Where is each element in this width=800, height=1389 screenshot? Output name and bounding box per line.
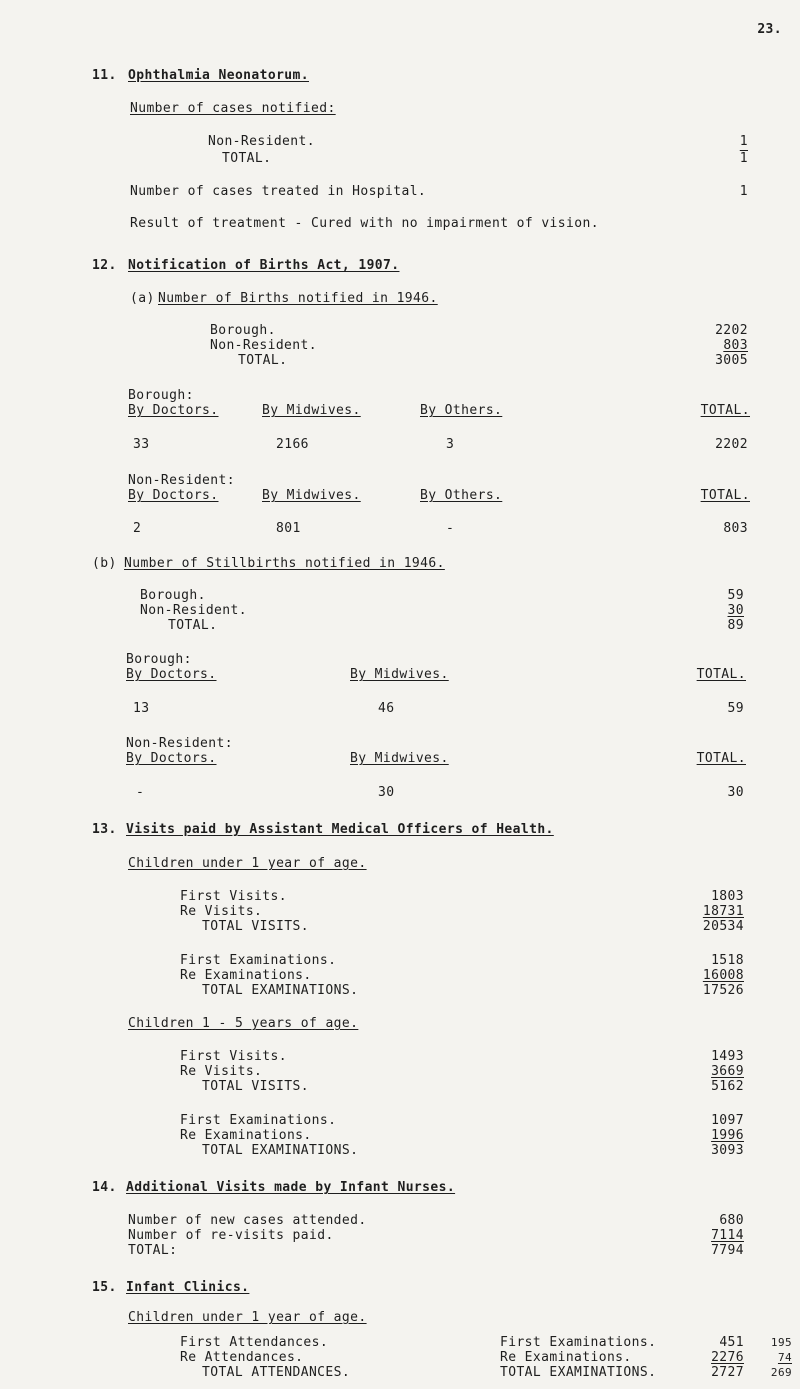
s12a-nonres-head: Non-Resident: (128, 473, 235, 488)
section-14-title: Additional Visits made by Infant Nurses. (126, 1180, 456, 1195)
s13-g1-re-exam-value: 16008 (702, 968, 744, 983)
s11-result: Result of treatment - Cured with no impairment of vision. (130, 216, 599, 231)
s15-total-att-value: 2727 (711, 1365, 744, 1380)
s12a-b-total: 2202 (715, 437, 748, 452)
s12a-b-doctors-head: By Doctors. (128, 403, 219, 418)
s13-g1-total-visits-value: 20534 (702, 919, 744, 934)
s13-g1-first-visits-value: 1803 (711, 889, 744, 904)
s12a-nonres-value: 803 (723, 338, 748, 353)
s13-g2-re-visits-label: Re Visits. (180, 1064, 263, 1079)
s12a-b-midwives-head: By Midwives. (262, 403, 361, 418)
s13-g2-total-exam-value: 3093 (711, 1143, 744, 1158)
s12a-b-others: 3 (446, 437, 455, 452)
s12b-n-total-head: TOTAL. (696, 751, 746, 766)
s12b-total-value: 89 (727, 618, 744, 633)
s12b-n-doctors-head: By Doctors. (126, 751, 217, 766)
s12b-nonres-value: 30 (727, 603, 744, 618)
s12b-n-midwives-head: By Midwives. (350, 751, 449, 766)
s13-g1-total-exam-label: TOTAL EXAMINATIONS. (202, 983, 359, 998)
s14-new-value: 680 (719, 1213, 744, 1228)
s15-first-att-label: First Attendances. (180, 1335, 329, 1350)
s12a-nonres-label: Non-Resident. (210, 338, 317, 353)
s12a-n-total: 803 (723, 521, 748, 536)
s12a-b-doctors: 33 (133, 437, 150, 452)
section-13-number: 13. (92, 822, 117, 837)
section-11-title: Ophthalmia Neonatorum. (128, 68, 309, 83)
s14-new-label: Number of new cases attended. (128, 1213, 367, 1228)
s11-treated-label: Number of cases treated in Hospital. (130, 184, 427, 199)
s12b-label: (b) (92, 556, 117, 571)
section-14-number: 14. (92, 1180, 117, 1195)
s12b-n-doctors: - (136, 785, 145, 800)
s12a-label: (a) (130, 291, 155, 306)
s12b-borough-label: Borough. (140, 588, 206, 603)
s14-total-value: 7794 (711, 1243, 744, 1258)
s12b-title: Number of Stillbirths notified in 1946. (124, 556, 445, 571)
s12b-nonres-head: Non-Resident: (126, 736, 233, 751)
s12b-b-doctors-head: By Doctors. (126, 667, 217, 682)
s13-g1-first-visits-label: First Visits. (180, 889, 287, 904)
s12b-total-label: TOTAL. (168, 618, 218, 633)
s12b-b-total-head: TOTAL. (696, 667, 746, 682)
s13-g1-re-visits-label: Re Visits. (180, 904, 263, 919)
s15-re-att-value: 2276 (711, 1350, 744, 1365)
section-15-number: 15. (92, 1280, 117, 1295)
s13-g1-first-exam-value: 1518 (711, 953, 744, 968)
section-12-title: Notification of Births Act, 1907. (128, 258, 400, 273)
s12b-b-midwives: 46 (378, 701, 395, 716)
s15-re-exam-label: Re Examinations. (500, 1350, 632, 1365)
section-15-title: Infant Clinics. (126, 1280, 250, 1295)
s13-g2-re-exam-label: Re Examinations. (180, 1128, 312, 1143)
s12a-n-doctors: 2 (133, 521, 142, 536)
s13-g2-first-exam-value: 1097 (711, 1113, 744, 1128)
s12b-nonres-label: Non-Resident. (140, 603, 247, 618)
s15-first-exam-value: 195 (770, 1336, 792, 1349)
s12b-b-midwives-head: By Midwives. (350, 667, 449, 682)
s11-treated-value: 1 (739, 184, 748, 199)
s12b-b-total: 59 (727, 701, 744, 716)
s12a-borough-label: Borough. (210, 323, 276, 338)
s15-g1-title: Children under 1 year of age. (128, 1310, 367, 1325)
s15-first-att-value: 451 (719, 1335, 744, 1350)
s12a-title: Number of Births notified in 1946. (158, 291, 438, 306)
s12a-b-total-head: TOTAL. (700, 403, 750, 418)
s15-total-att-label: TOTAL ATTENDANCES. (202, 1365, 351, 1380)
section-12-number: 12. (92, 258, 117, 273)
s15-total-exam-label: TOTAL EXAMINATIONS. (500, 1365, 657, 1380)
s13-g2-first-visits-value: 1493 (711, 1049, 744, 1064)
s12a-n-total-head: TOTAL. (700, 488, 750, 503)
s12a-borough-head: Borough: (128, 388, 194, 403)
s13-g2-total-visits-label: TOTAL VISITS. (202, 1079, 309, 1094)
s12a-borough-value: 2202 (715, 323, 748, 338)
s13-g2-title: Children 1 - 5 years of age. (128, 1016, 359, 1031)
s14-revisits-label: Number of re-visits paid. (128, 1228, 334, 1243)
section-13-title: Visits paid by Assistant Medical Officers of Health. (126, 822, 554, 837)
s12a-n-others: - (446, 521, 455, 536)
section-11-number: 11. (92, 68, 117, 83)
s12a-n-doctors-head: By Doctors. (128, 488, 219, 503)
s12b-borough-head: Borough: (126, 652, 192, 667)
s13-g1-total-visits-label: TOTAL VISITS. (202, 919, 309, 934)
s12a-total-label: TOTAL. (238, 353, 288, 368)
s13-g2-total-visits-value: 5162 (711, 1079, 744, 1094)
s12a-b-midwives: 2166 (276, 437, 309, 452)
s11-subheading: Number of cases notified: (130, 101, 336, 116)
s11-total-value: 1 (739, 151, 748, 166)
s11-nonres-value: 1 (739, 134, 748, 149)
s13-g2-first-visits-label: First Visits. (180, 1049, 287, 1064)
s13-g2-total-exam-label: TOTAL EXAMINATIONS. (202, 1143, 359, 1158)
s12a-n-midwives: 801 (276, 521, 301, 536)
s13-g1-re-visits-value: 18731 (702, 904, 744, 919)
s12a-total-value: 3005 (715, 353, 748, 368)
s12b-n-midwives: 30 (378, 785, 395, 800)
s12a-n-others-head: By Others. (420, 488, 503, 503)
s11-total-label: TOTAL. (222, 151, 272, 166)
s12b-n-total: 30 (727, 785, 744, 800)
s12b-b-doctors: 13 (133, 701, 150, 716)
s15-first-exam-label: First Examinations. (500, 1335, 657, 1350)
s13-g2-re-visits-value: 3669 (711, 1064, 744, 1079)
s14-total-label: TOTAL: (128, 1243, 178, 1258)
s15-re-exam-value: 74 (777, 1351, 792, 1364)
s12a-n-midwives-head: By Midwives. (262, 488, 361, 503)
s13-g1-title: Children under 1 year of age. (128, 856, 367, 871)
s11-nonres-label: Non-Resident. (208, 134, 315, 149)
s13-g1-total-exam-value: 17526 (702, 983, 744, 998)
s13-g2-first-exam-label: First Examinations. (180, 1113, 337, 1128)
s12a-b-others-head: By Others. (420, 403, 503, 418)
s12b-borough-value: 59 (727, 588, 744, 603)
s13-g1-first-exam-label: First Examinations. (180, 953, 337, 968)
s15-re-att-label: Re Attendances. (180, 1350, 304, 1365)
s13-g2-re-exam-value: 1996 (711, 1128, 744, 1143)
s15-total-exam-value: 269 (770, 1366, 792, 1379)
page-number: 23. (757, 22, 782, 37)
s14-revisits-value: 7114 (711, 1228, 744, 1243)
s13-g1-re-exam-label: Re Examinations. (180, 968, 312, 983)
